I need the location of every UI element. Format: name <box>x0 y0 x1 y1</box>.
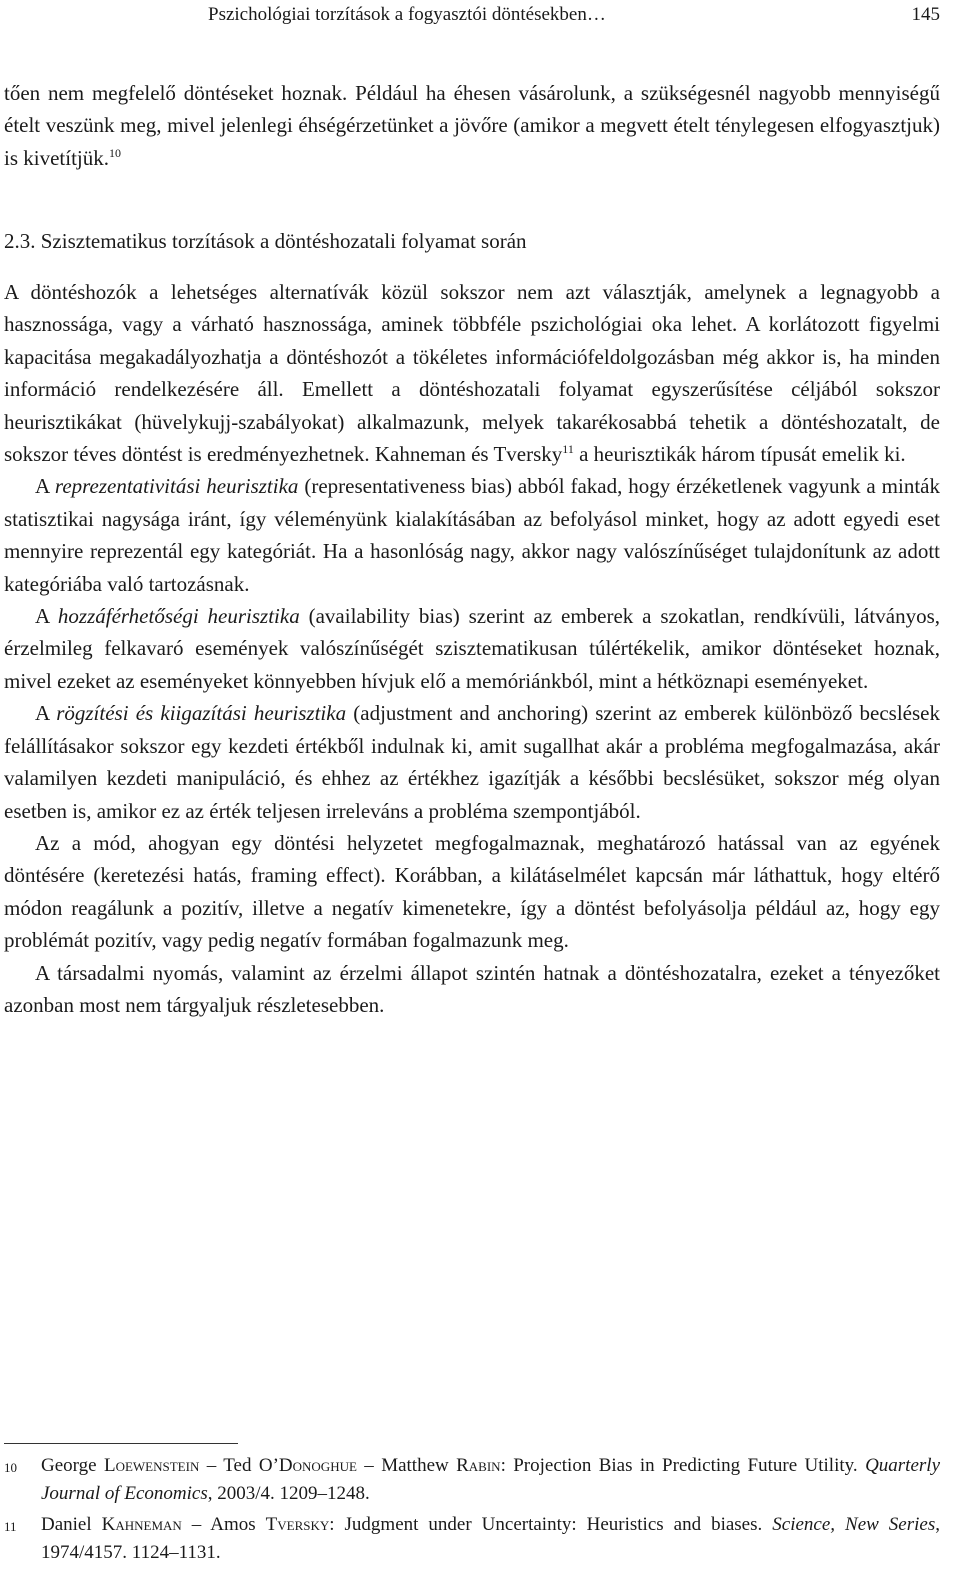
paragraph-1 <box>4 276 940 470</box>
paragraph-4-lead: A <box>35 701 57 726</box>
author-given: Daniel <box>41 1514 102 1535</box>
term-anchoring: rögzítési és kiigazítási heurisztika <box>56 701 347 726</box>
page-number: 145 <box>911 4 940 25</box>
author-family: Loewenstein <box>103 1455 200 1476</box>
footnote-text <box>41 1511 940 1567</box>
paragraph-3-lead: A <box>35 604 58 629</box>
citation-title: : Judgment under Uncertainty: Heuristics and biases. <box>329 1514 773 1535</box>
intro-text: tően nem megfelelő döntéseket hoznak. Például ha éhesen vásárolunk, a szükségesnél nagyobb mennyiségű ételt veszünk meg, mivel jelenlegi éhségérzetünket a jövőre (amikor a megvett ételt ténylegesen elfogyasztjuk) is kivetítjük. <box>4 81 940 170</box>
author-family: Kahneman <box>101 1514 182 1535</box>
paragraph-1-text: A döntéshozók a lehetséges alternatívák közül sokszor nem azt választják, amelynek a legnagyobb a hasznossága, vagy a várható hasznossága, aminek többféle pszichológiai oka lehet. A korlátozott figyelmi kapacitása megakadályozhatja a döntéshozót a tökéletes információfeldolgozásban még akkor is, ha minden információ rendelkezésére áll. Emellett a döntéshozatali folyamat egyszerűsítése céljából sokszor heurisztikákat (hüvelykujj-szabályokat) alkalmazunk, melyek takarékosabbá tehetik a döntéshozatalt, de sokszor téves döntést is eredményezhetnek. Kahneman és Tversky <box>4 280 940 467</box>
paragraph-2 <box>4 470 940 600</box>
citation-journal: Science, New Series <box>772 1514 936 1535</box>
footnote-number: 11 <box>4 1519 17 1534</box>
citation-title: : Projection Bias in Predicting Future Utility. <box>500 1455 866 1476</box>
footnote-10 <box>4 1452 940 1508</box>
footnote-text <box>41 1452 940 1508</box>
paragraph-6: A társadalmi nyomás, valamint az érzelmi állapot szintén hatnak a döntéshozatalra, ezeket a tényezőket azonban most nem tárgyaljuk részletesebben. <box>4 960 940 1017</box>
term-representativeness: reprezentativitási heurisztika <box>54 474 299 499</box>
citation-details: , 2003/4. 1209–1248. <box>207 1483 370 1504</box>
author-given: George <box>41 1455 104 1476</box>
paragraph-2-lead: A <box>35 474 55 499</box>
footnote-number: 10 <box>4 1460 17 1475</box>
running-header <box>0 4 960 34</box>
author-separator: – Ted O’ <box>199 1455 279 1476</box>
paragraph-4 <box>4 697 940 827</box>
paragraph-3-text: (availability bias) szerint az emberek a szokatlan, rendkívüli, látványos, érzelmileg felkavaró események valószínűségét szisztematikusan túlértékelik, amikor döntéseket hoznak, mivel ezeket az eseményeket könnyebben hívjuk elő a memóriánkból, mint a hétköznapi eseményeket. <box>4 604 940 693</box>
intro-paragraph <box>4 77 940 174</box>
running-title: Pszichológiai torzítások a fogyasztói döntésekben… <box>208 4 606 25</box>
footnote-ref-11[interactable]: 11 <box>562 442 574 457</box>
paragraph-2-text: (representativeness bias) abból fakad, hogy érzéketlenek vagyunk a minták statisztikai nagysága iránt, így véleményünk kialakításában az befolyásol minket, hogy az adott egyedi eset mennyire reprezentál egy kategóriát. Ha a hasonlóság nagy, akkor nagy valószínűséget tulajdonítunk az adott kategóriába való tartozásnak. <box>4 474 940 596</box>
footnote-ref-10[interactable]: 10 <box>109 145 121 160</box>
paragraph-4-text: (adjustment and anchoring) szerint az emberek különböző becslések felállításakor sokszor egy kezdeti értékből indulnak ki, amit sugallhat akár a probléma megfogalmazása, akár valamilyen kezdeti manipuláció, és ehhez az értékhez igazítják a későbbi becslésüket, sokszor még olyan esetben is, amikor ez az érték teljesen irreleváns a probléma szempontjából. <box>4 701 940 823</box>
author-family: Tversky <box>265 1514 330 1535</box>
paragraph-3 <box>4 600 940 697</box>
footnote-11 <box>4 1511 940 1567</box>
citation-details: , 1974/4157. 1124–1131. <box>41 1514 940 1563</box>
paragraph-5: Az a mód, ahogyan egy döntési helyzetet megfogalmaznak, meghatározó hatással van az egyének döntésére (keretezési hatás, framing effect). Korábban, a kilátáselmélet kapcsán már láthattuk, hogy eltérő módon reagálunk a pozitív, illetve a negatív kimenetekre, így a döntést befolyásolja például az, hogy egy problémát pozitív, vagy pedig negatív formában fogalmazunk meg. <box>4 830 940 953</box>
author-family: Donoghue <box>278 1455 357 1476</box>
author-separator: – Matthew <box>356 1455 457 1476</box>
section-body <box>4 276 940 1021</box>
author-family: Rabin <box>456 1455 501 1476</box>
section-heading: 2.3. Szisztematikus torzítások a döntéshozatali folyamat során <box>4 229 527 253</box>
term-availability: hozzáférhetőségi heurisztika <box>57 604 300 629</box>
author-separator: – Amos <box>181 1514 266 1535</box>
paragraph-1-tail: a heurisztikák három típusát emelik ki. <box>573 442 906 467</box>
citation-journal: Quarterly Journal of Economics <box>41 1455 940 1504</box>
footnote-divider <box>4 1443 238 1444</box>
